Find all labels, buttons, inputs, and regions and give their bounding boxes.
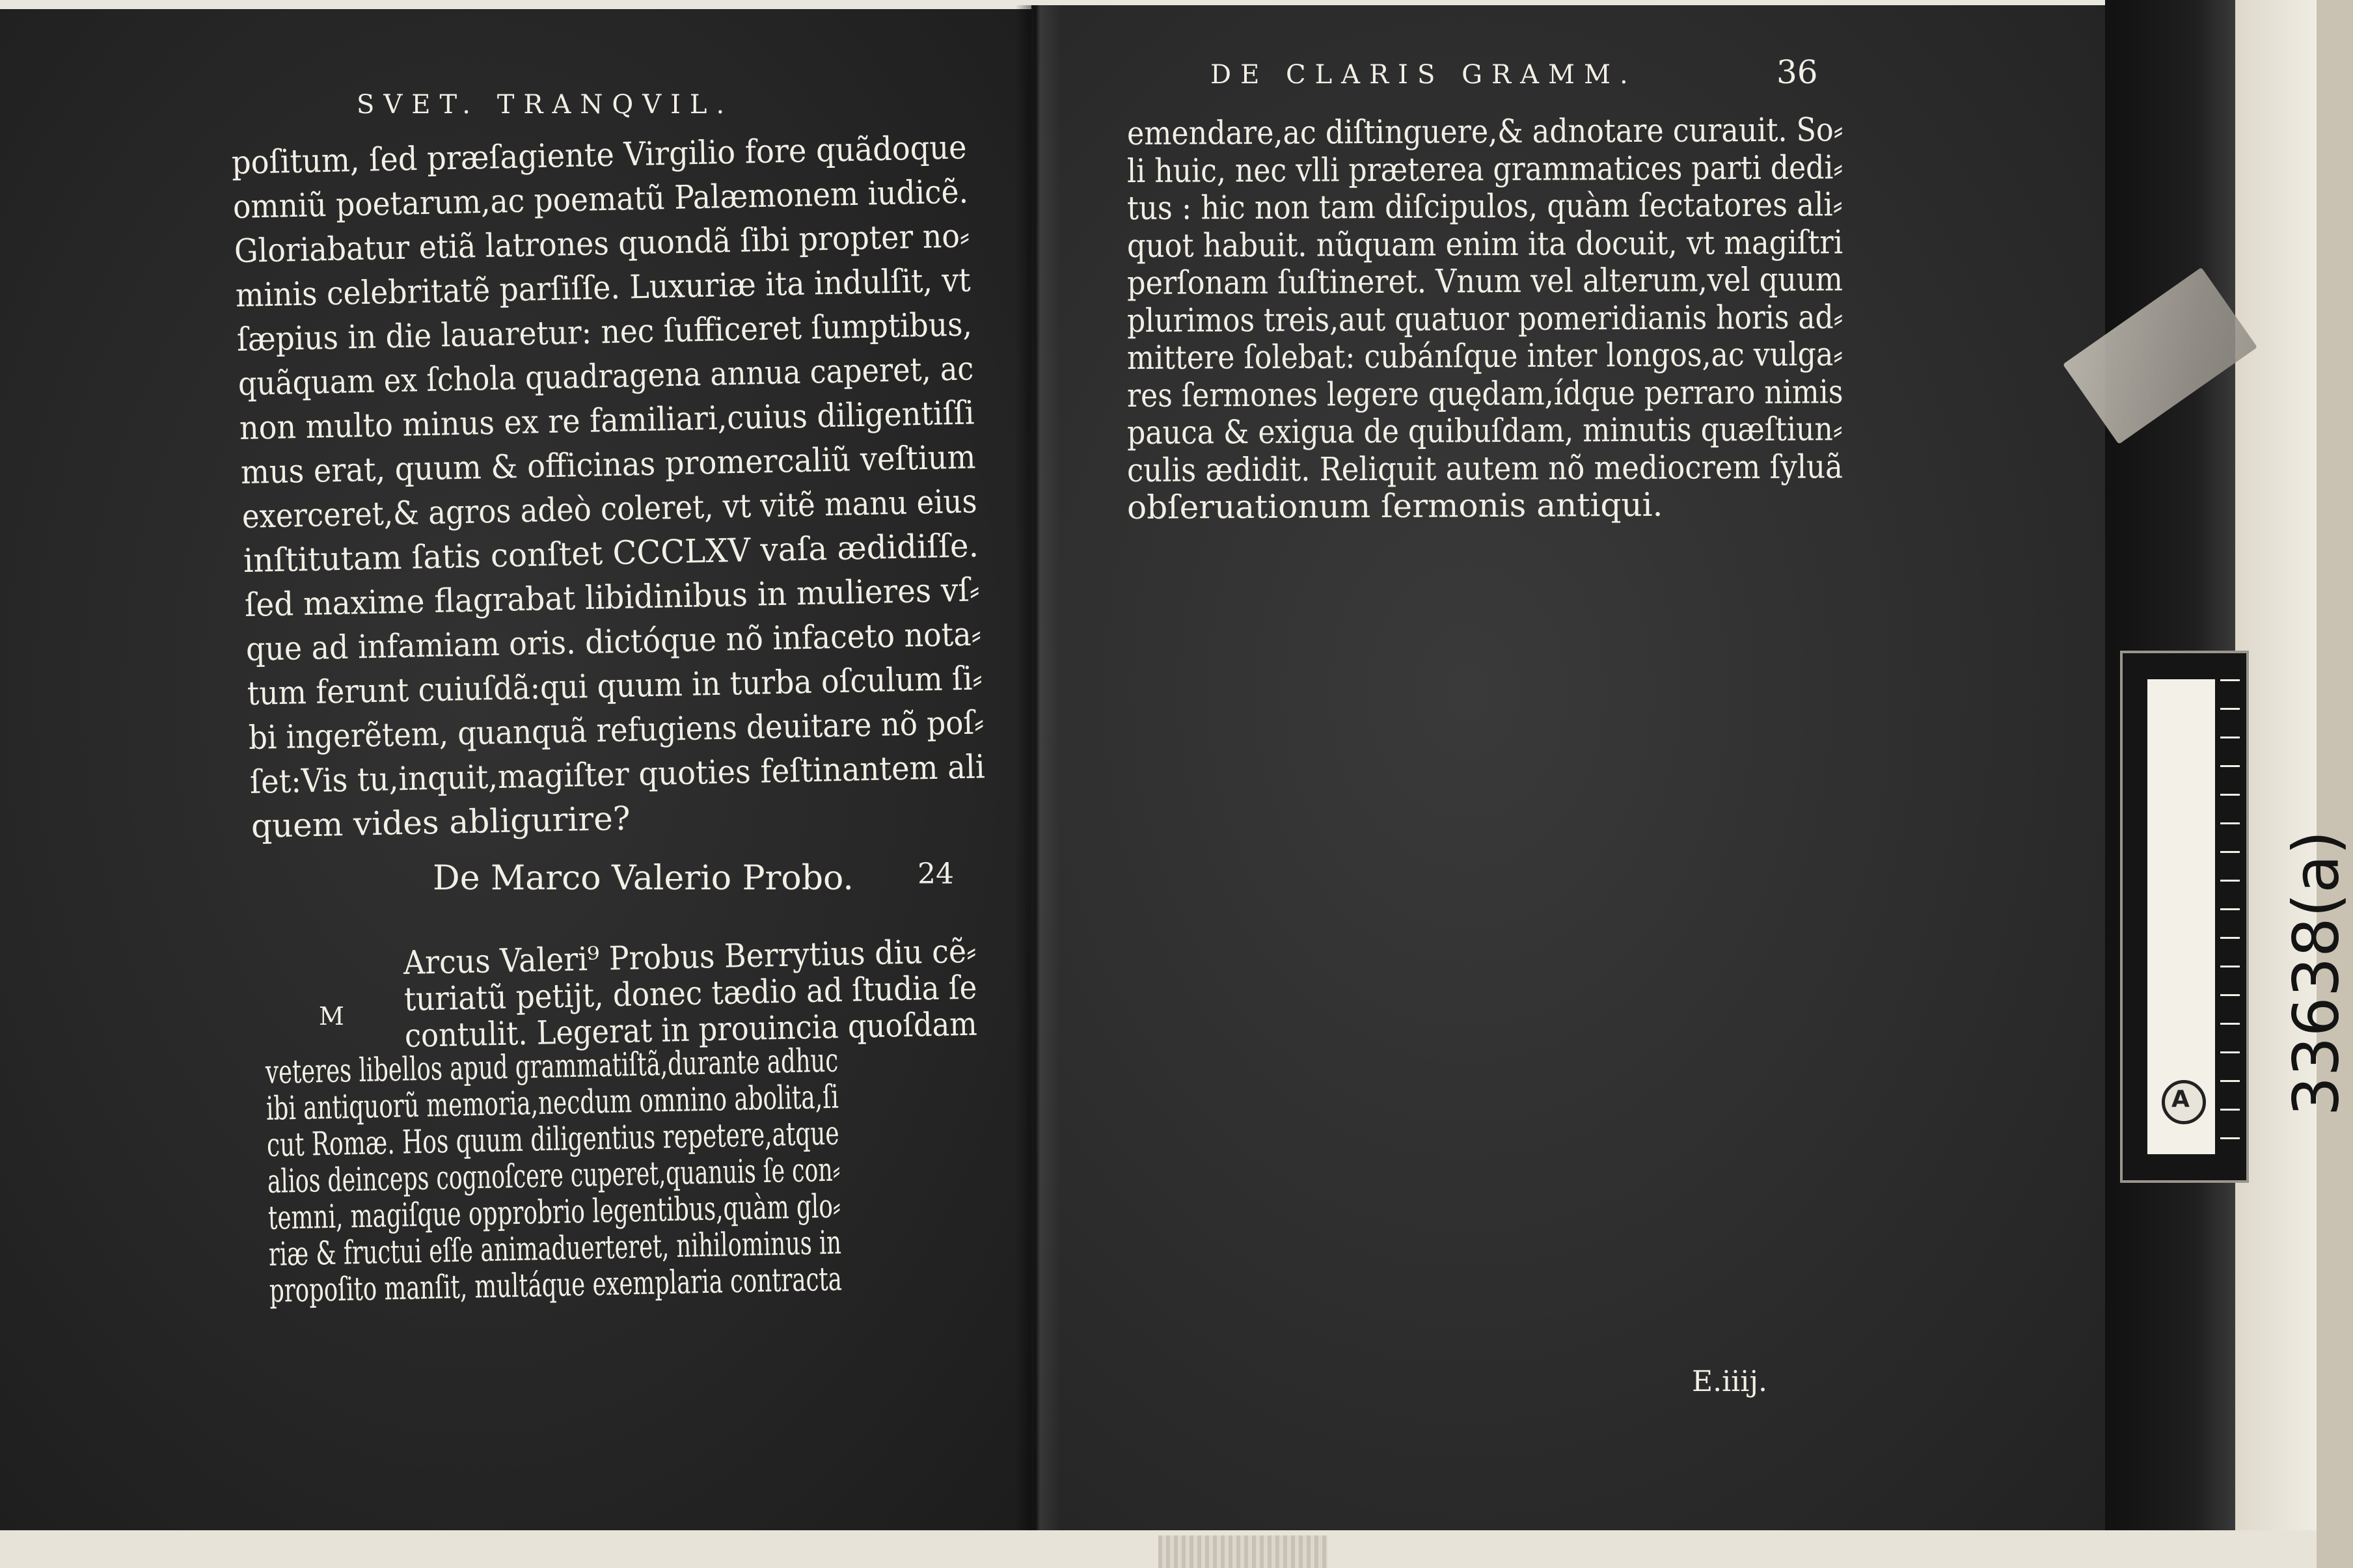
left-body-line: non multo minus ex re familiari,cuius diligentiſſi xyxy=(239,394,975,447)
left-body-line: poſitum, ſed præſagiente Virgilio fore quãdoque xyxy=(231,128,968,182)
right-body-line: perſonam ſuſtineret. Vnum vel alterum,vel quum xyxy=(1126,260,1843,302)
left-body-line: ſæpius in die lauaretur: nec ſufficeret ſumptibus, xyxy=(236,305,973,358)
left-section-line: alios deinceps cognoſcere cuperet,quanuis ſe con⸗ xyxy=(267,1150,841,1200)
right-body-line: obſeruationum ſermonis antiqui. xyxy=(1126,485,1663,526)
left-body-line: omniũ poetarum,ac poematũ Palæmonem iudicẽ. xyxy=(232,172,969,226)
drop-initial: M xyxy=(319,1002,344,1031)
right-body-line: plurimos treis,aut quatuor pomeridianis horis ad⸗ xyxy=(1126,297,1843,340)
left-section-line: cut Romæ. Hos quum diligentius repetere,atque xyxy=(266,1114,840,1164)
right-body-line: pauca & exigua de quibuſdam, minutis quæſtiun⸗ xyxy=(1126,410,1843,452)
left-body-line: bi ingerẽtem, quanquã refugiens deuitare nõ poſ⸗ xyxy=(248,703,985,757)
left-section-line: turiatũ petijt, donec tædio ad ſtudia ſe xyxy=(403,968,977,1018)
right-body-line: mittere ſolebat: cubánſque inter longos,ac vulga⸗ xyxy=(1126,335,1843,377)
binding-strip xyxy=(1158,1535,1327,1568)
library-stamp-icon xyxy=(2162,1080,2206,1124)
left-body-line: tum ferunt cuiuſdã:qui quum in turba oſculum ſi⸗ xyxy=(247,659,983,712)
left-body-line: quãquam ex ſchola quadragena annua caperet, ac xyxy=(238,349,974,403)
left-section-line: contulit. Legerat in prouincia quoſdam xyxy=(404,1005,978,1055)
right-body-line: tus : hic non tam diſcipulos, quàm ſectatores ali⸗ xyxy=(1126,185,1843,227)
left-section-line: riæ & fructui eſſe animaduerteret, nihilominus in xyxy=(268,1223,842,1273)
right-body-line: res ſermones legere quędam,ídque perraro nimis xyxy=(1126,372,1843,414)
left-section-line: Arcus Valeri⁹ Probus Berrytius diu cẽ⸗ xyxy=(403,932,977,982)
left-section-line: temni, magiſque opprobrio legentibus,quàm glo⸗ xyxy=(267,1187,841,1237)
right-running-head: DE CLARIS GRAMM. xyxy=(1210,60,1637,90)
page-number: 36 xyxy=(1776,53,1818,91)
left-body-line: quem vides abligurire? xyxy=(251,799,631,845)
left-body-line: que ad infamiam oris. dictóque nõ infaceto nota⸗ xyxy=(245,615,982,668)
right-body-line: emendare,ac diſtinguere,& adnotare curauit. So⸗ xyxy=(1126,111,1843,152)
left-body-line: exerceret,& agros adeò coleret, vt vitẽ manu eius xyxy=(241,482,977,535)
label-ruler xyxy=(2220,679,2240,1154)
left-body-line: ſet:Vis tu,inquit,magiſter quoties feſtinantem ali xyxy=(249,748,986,801)
left-body-line: inſtitutam ſatis conſtet CCCLXV vaſa ædidiſſe. xyxy=(243,526,979,580)
left-body-line: mus erat, quum & officinas promercaliũ veſtium xyxy=(240,438,976,491)
left-body-line: minis celebritatẽ parſiſſe. Luxuriæ ita indulſit, vt xyxy=(235,261,972,314)
left-section-line: ibi antiquorũ memoria,necdum omnino abolita,ſi xyxy=(265,1077,839,1128)
right-body-line: culis ædidit. Reliquit autem nõ mediocrem ſyluã xyxy=(1126,447,1843,489)
left-body-line: ſed maxime flagrabat libidinibus in mulieres vſ⸗ xyxy=(244,571,981,624)
book-gutter xyxy=(1015,5,1061,1531)
signature-mark: E.iiij. xyxy=(1692,1365,1767,1398)
call-number-text: 33638(a) xyxy=(2279,830,2353,1116)
right-body-line: li huic, nec vlli præterea grammatices parti dedi⸗ xyxy=(1126,148,1843,190)
right-body-line: quot habuit. nũquam enim ita docuit, vt magiſtri xyxy=(1126,223,1843,265)
left-running-head: SVET. TRANQVIL. xyxy=(357,90,734,120)
section-heading: De Marco Valerio Probo. xyxy=(433,859,854,898)
left-section-line: propoſito manſit, multáque exemplaria contracta xyxy=(269,1260,843,1310)
section-number: 24 xyxy=(918,858,954,891)
left-body-line: Gloriabatur etiã latrones quondã ſibi propter no⸗ xyxy=(234,217,970,270)
left-section-line: veteres libellos apud grammatiſtã,durante adhuc xyxy=(265,1041,839,1091)
